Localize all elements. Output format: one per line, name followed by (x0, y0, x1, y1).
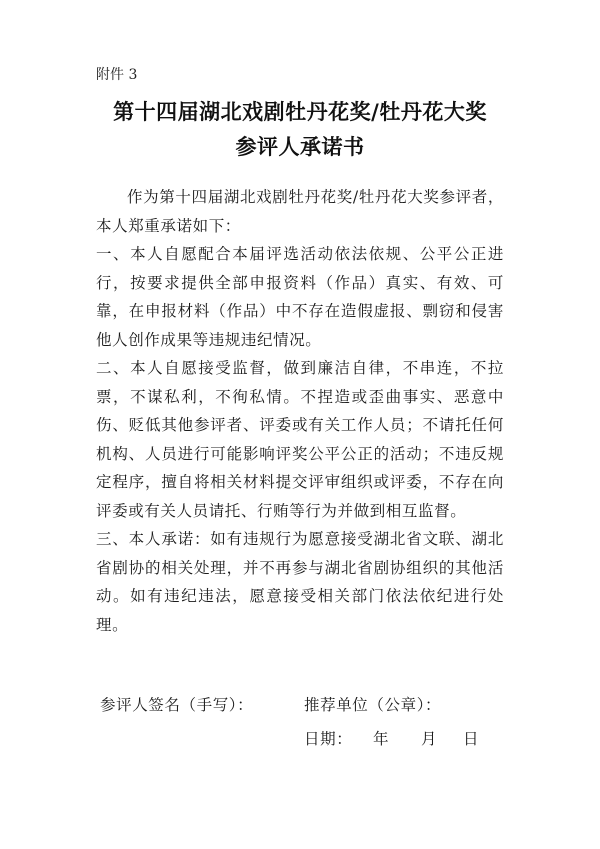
day-label: 日 (463, 730, 480, 748)
document-subtitle: 参评人承诺书 (235, 134, 365, 159)
year-label: 年 (373, 730, 390, 748)
intro-paragraph: 作为第十四届湖北戏剧牡丹花奖/牡丹花大奖参评者，本人郑重承诺如下： (96, 188, 504, 235)
pledge-body (96, 183, 504, 639)
pledge-item-3: 三、本人承诺：如有违规行为愿意接受湖北省文联、湖北省剧协的相关处理，并不再参与湖北省剧协组织的其他活动。如有违纪违法，愿意接受相关部门依法依纪进行处理。 (96, 530, 504, 634)
pledge-item-2: 二、本人自愿接受监督，做到廉洁自律，不串连，不拉票，不谋私利，不徇私情。不捏造或歪曲事实、恶意中伤、贬低其他参评者、评委或有关工作人员；不请托任何机构、人员进行可能影响评奖公平公正的活动；不违反规定程序，擅自将相关材料提交评审组织或评委，不存在向评委或有关人员请托、行贿等行为并做到相互监督。 (96, 359, 504, 520)
document-title: 第十四届湖北戏剧牡丹花奖/牡丹花大奖 (113, 99, 487, 124)
signer-signature-label: 参评人签名（手写）： (100, 696, 254, 714)
pledge-item-1: 一、本人自愿配合本届评选活动依法依规、公平公正进行，按要求提供全部申报资料（作品）真实、有效、可靠，在申报材料（作品）中不存在造假虚报、剽窃和侵害他人创作成果等违规违纪情况。 (96, 245, 504, 349)
attachment-label: 附件 3 (96, 67, 138, 83)
recommending-unit-label: 推荐单位（公章）： (304, 696, 442, 714)
month-label: 月 (421, 730, 438, 748)
date-label: 日期： (304, 730, 353, 748)
